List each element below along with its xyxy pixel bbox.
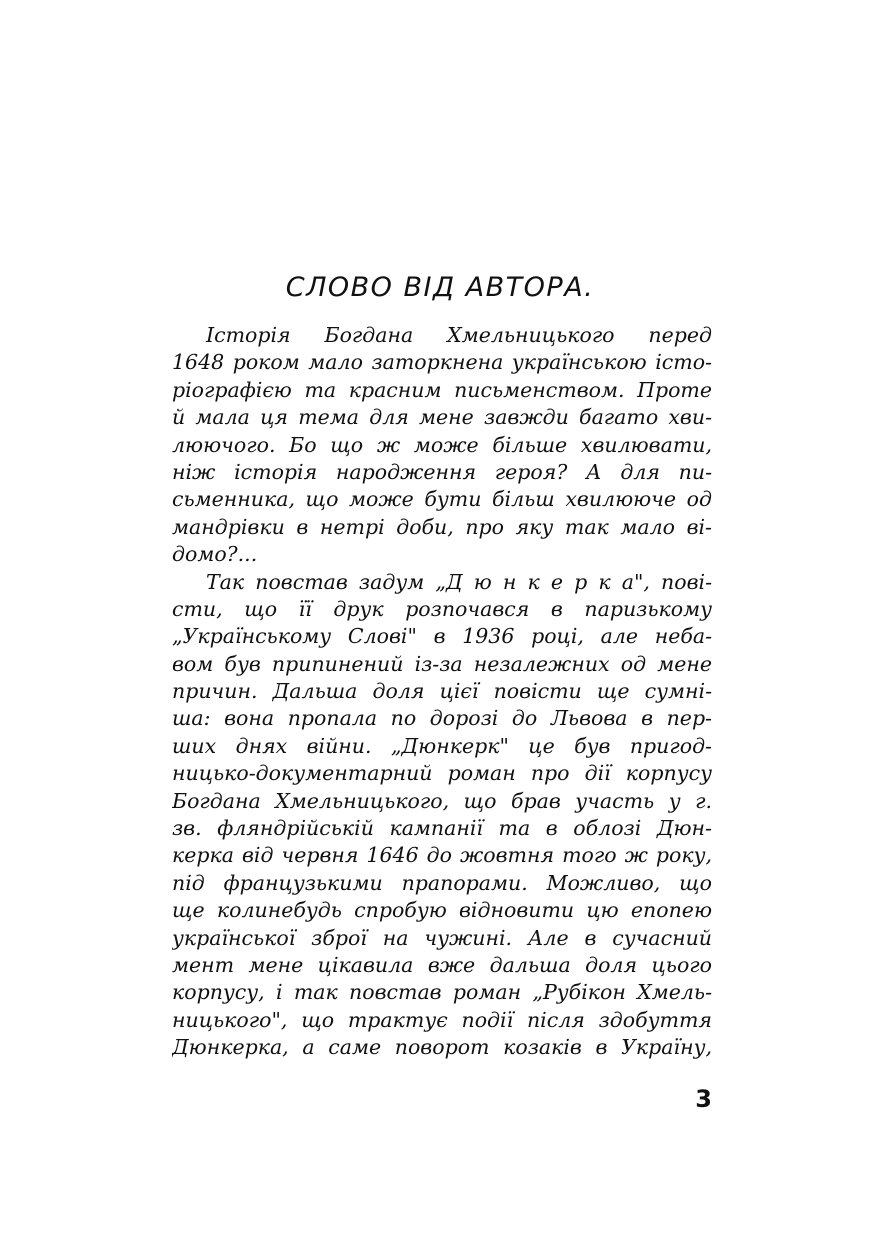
text-line: ще колинебудь спробую відновити цю епопею <box>172 898 712 923</box>
text-line: ріографією та красним письменством. Проте <box>172 377 712 402</box>
text-line: Дюнкерка, а саме поворот козаків в Україну, <box>172 1035 712 1060</box>
text-line: люючого. Бо що ж може більше хвилювати, <box>172 432 712 457</box>
text-line: й мала ця тема для мене завжди багато хви- <box>172 405 712 430</box>
text-line: мандрівки в нетрі доби, про яку так мало ві- <box>172 514 712 539</box>
text-line: зв. фляндрійській кампанії та в облозі Дюн- <box>172 816 712 841</box>
text-line: 1648 роком мало заторкнена українською істо- <box>172 350 712 375</box>
text-line: ша: вона пропала по дорозі до Львова в пер- <box>172 706 712 731</box>
text-line: домо?... <box>172 542 258 567</box>
text-line: сти, що її друк розпочався в паризькому <box>172 596 712 621</box>
text-line: керка від червня 1646 до жовтня того ж року, <box>172 843 712 868</box>
text-line: причин. Дальша доля цієї повісти ще сумні- <box>172 679 712 704</box>
text-line: Історія Богдана Хмельницького перед <box>206 323 712 347</box>
text-line: ших днях війни. „Дюнкерк" це був пригод- <box>172 733 712 758</box>
text-line: вом був припинений із-за незалежних од мене <box>172 651 712 676</box>
text-line: „Українському Слові" в 1936 році, але неба- <box>172 624 712 649</box>
text-line: ницько-документарний роман про дії корпусу <box>172 761 712 786</box>
text-line: Богдана Хмельницького, що брав участь у г. <box>172 788 712 813</box>
text-line: Так повстав задум „Д ю н к е р к а", пові- <box>206 569 712 594</box>
body-text <box>172 322 712 1062</box>
chapter-title: СЛОВО ВІД АВТОРА. <box>285 272 595 303</box>
text-line: мент мене цікавила вже дальша доля цього <box>172 952 712 977</box>
text-line: ницького", що трактує події після здобуття <box>172 1007 712 1032</box>
text-line: корпусу, і так повстав роман „Рубікон Хмель- <box>172 980 712 1005</box>
text-line: під французькими прапорами. Можливо, що <box>172 870 712 895</box>
page-number: 3 <box>695 1085 712 1113</box>
text-line: української зброї на чужині. Але в сучасний <box>172 925 712 950</box>
text-line: ніж історія народження героя? А для пи- <box>172 459 712 484</box>
text-line: сьменника, що може бути більш хвилююче од <box>172 487 712 512</box>
